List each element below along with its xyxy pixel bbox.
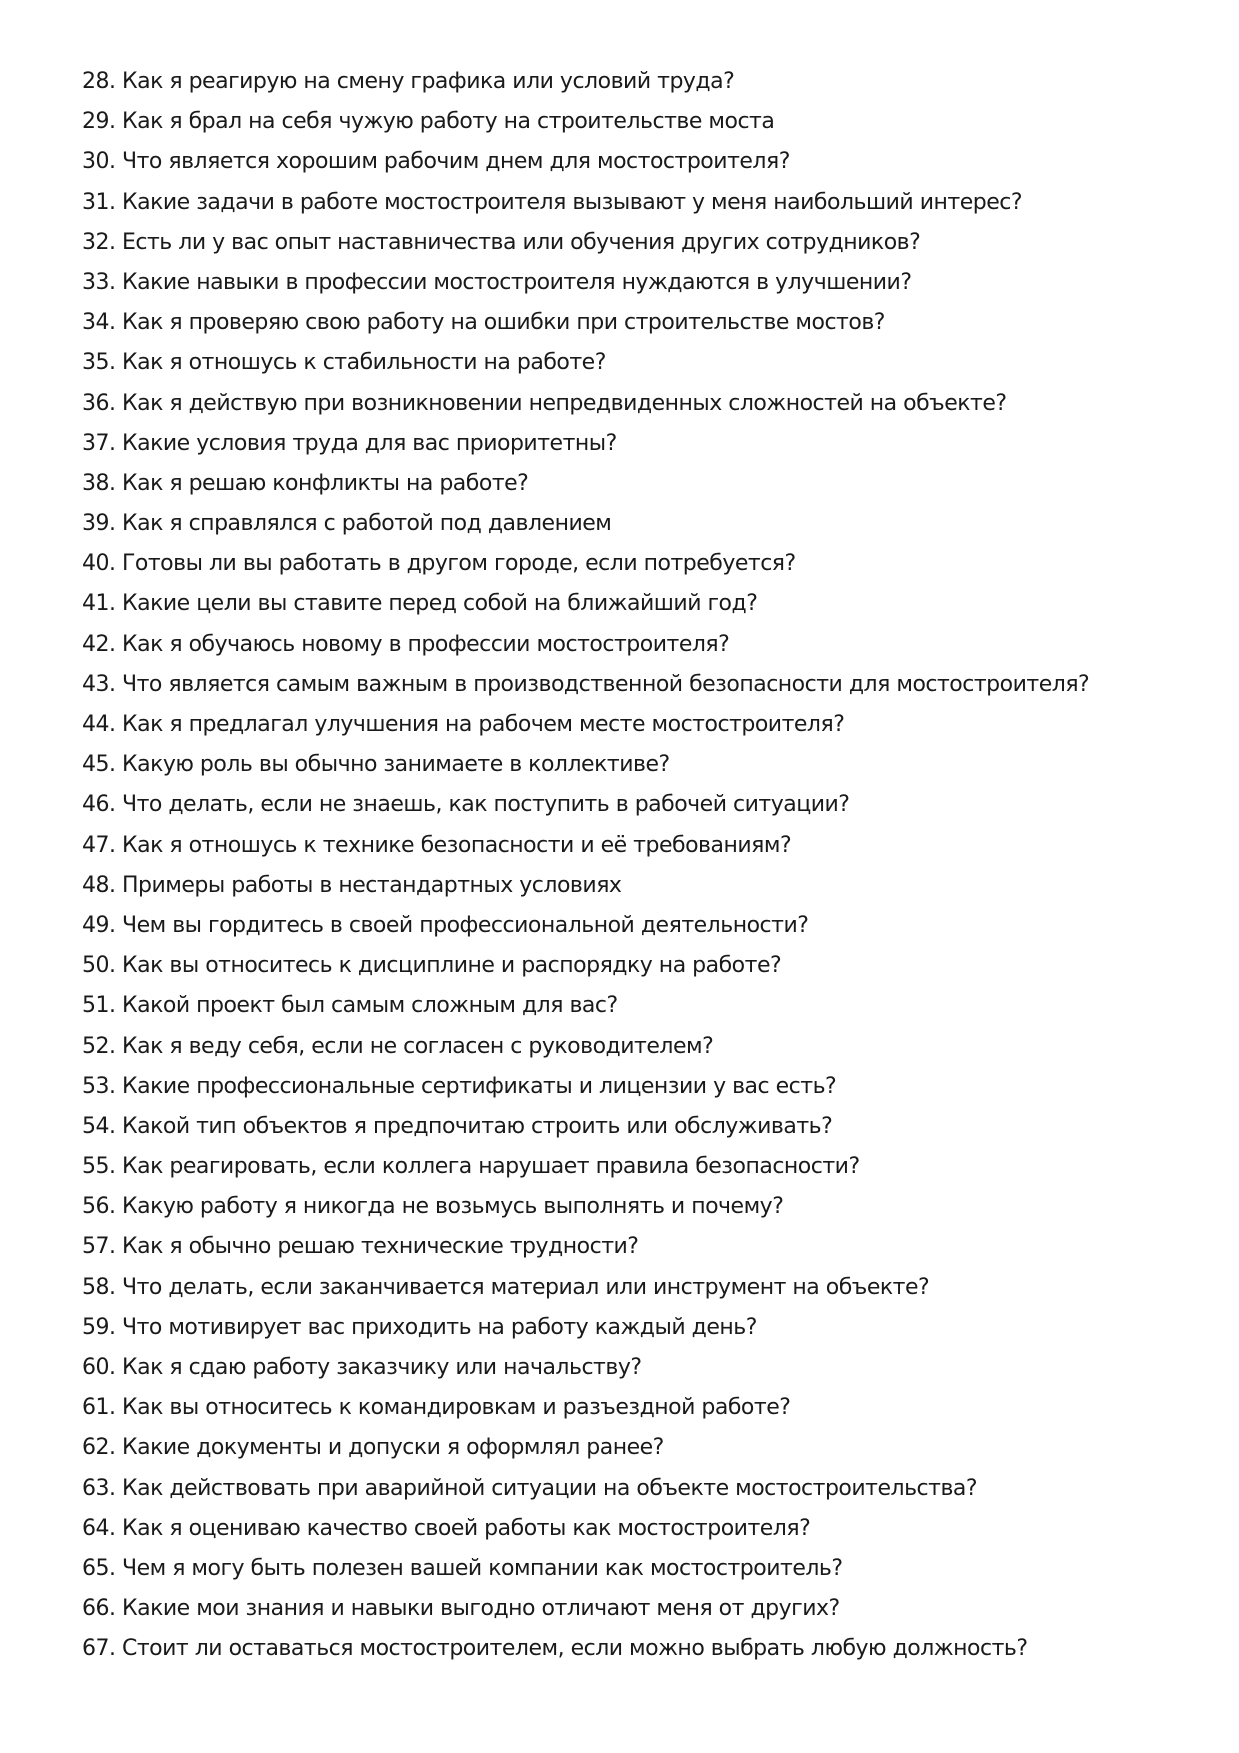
- question-item: 32. Есть ли у вас опыт наставничества или обучения других сотрудников?: [82, 229, 921, 255]
- question-item: 39. Как я справлялся с работой под давлением: [82, 511, 612, 537]
- question-item: 50. Как вы относитесь к дисциплине и распорядку на работе?: [82, 953, 782, 979]
- question-item: 42. Как я обучаюсь новому в профессии мостостроителя?: [82, 631, 730, 657]
- question-item: 43. Что является самым важным в производственной безопасности для мостостроителя?: [82, 671, 1090, 697]
- question-item: 38. Как я решаю конфликты на работе?: [82, 470, 529, 496]
- question-item: 63. Как действовать при аварийной ситуации на объекте мостостроительства?: [82, 1475, 978, 1501]
- question-item: 52. Как я веду себя, если не согласен с руководителем?: [82, 1033, 714, 1059]
- question-item: 64. Как я оцениваю качество своей работы как мостостроителя?: [82, 1515, 811, 1541]
- question-item: 45. Какую роль вы обычно занимаете в коллективе?: [82, 752, 670, 778]
- question-item: 48. Примеры работы в нестандартных условиях: [82, 872, 622, 898]
- question-item: 57. Как я обычно решаю технические трудности?: [82, 1234, 639, 1260]
- question-item: 58. Что делать, если заканчивается материал или инструмент на объекте?: [82, 1274, 930, 1300]
- question-item: 67. Стоит ли оставаться мостостроителем, если можно выбрать любую должность?: [82, 1636, 1028, 1662]
- question-item: 47. Как я отношусь к технике безопасности и её требованиям?: [82, 832, 792, 858]
- question-item: 37. Какие условия труда для вас приоритетны?: [82, 430, 617, 456]
- question-item: 61. Как вы относитесь к командировкам и разъездной работе?: [82, 1395, 791, 1421]
- question-item: 34. Как я проверяю свою работу на ошибки при строительстве мостов?: [82, 310, 885, 336]
- question-item: 30. Что является хорошим рабочим днем для мостостроителя?: [82, 149, 790, 175]
- question-item: 53. Какие профессиональные сертификаты и лицензии у вас есть?: [82, 1073, 837, 1099]
- question-item: 33. Какие навыки в профессии мостостроителя нуждаются в улучшении?: [82, 269, 912, 295]
- question-item: 36. Как я действую при возникновении непредвиденных сложностей на объекте?: [82, 390, 1007, 416]
- question-item: 59. Что мотивирует вас приходить на работу каждый день?: [82, 1314, 757, 1340]
- question-item: 29. Как я брал на себя чужую работу на строительстве моста: [82, 109, 775, 135]
- question-item: 49. Чем вы гордитесь в своей профессиональной деятельности?: [82, 912, 809, 938]
- question-item: 56. Какую работу я никогда не возьмусь выполнять и почему?: [82, 1194, 784, 1220]
- question-item: 35. Как я отношусь к стабильности на работе?: [82, 350, 606, 376]
- question-list: [82, 62, 1089, 1670]
- question-item: 44. Как я предлагал улучшения на рабочем месте мостостроителя?: [82, 712, 845, 737]
- question-item: 60. Как я сдаю работу заказчику или начальству?: [82, 1355, 642, 1380]
- question-item: 28. Как я реагирую на смену графика или условий труда?: [82, 69, 735, 94]
- question-item: 46. Что делать, если не знаешь, как поступить в рабочей ситуации?: [82, 792, 850, 818]
- question-item: 41. Какие цели вы ставите перед собой на ближайший год?: [82, 591, 758, 617]
- question-item: 51. Какой проект был самым сложным для вас?: [82, 993, 618, 1019]
- question-item: 54. Какой тип объектов я предпочитаю строить или обслуживать?: [82, 1113, 833, 1139]
- question-item: 66. Какие мои знания и навыки выгодно отличают меня от других?: [82, 1596, 840, 1622]
- question-item: 31. Какие задачи в работе мостостроителя вызывают у меня наибольший интерес?: [82, 189, 1023, 215]
- question-item: 40. Готовы ли вы работать в другом городе, если потребуется?: [82, 551, 796, 577]
- question-item: 65. Чем я могу быть полезен вашей компании как мостостроитель?: [82, 1555, 843, 1581]
- question-item: 62. Какие документы и допуски я оформлял ранее?: [82, 1435, 664, 1461]
- question-item: 55. Как реагировать, если коллега нарушает правила безопасности?: [82, 1154, 860, 1180]
